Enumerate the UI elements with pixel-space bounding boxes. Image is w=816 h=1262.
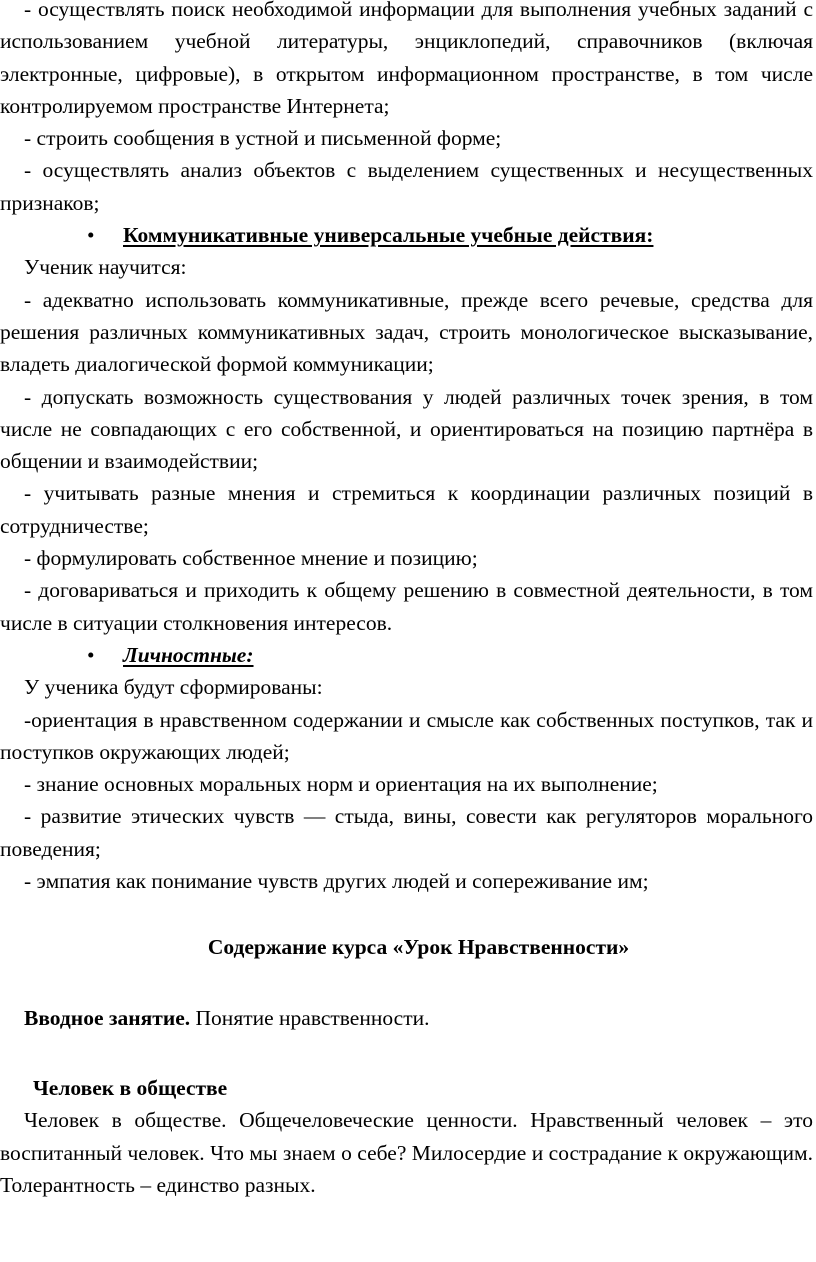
personal-item: - эмпатия как понимание чувств других людей и сопереживание им; xyxy=(24,869,649,894)
personal-heading-text: Личностные: xyxy=(123,642,254,667)
paragraph-search-info: - осуществлять поиск необходимой информации для выполнения учебных заданий с использованием учебной литературы, энциклопедий, справочников (включая электронные, цифровые), в открытом информационном пространстве, в том числе контролируемом пространстве Интернета; xyxy=(0,0,813,118)
intro-lesson-label: Вводное занятие. xyxy=(24,1005,191,1030)
communicative-item: - договариваться и приходить к общему решению в совместной деятельности, в том числе в ситуации столкновения интересов. xyxy=(0,578,813,635)
communicative-intro: Ученик научится: xyxy=(24,255,187,280)
personal-heading xyxy=(0,639,813,671)
section-heading: Человек в обществе xyxy=(33,1075,228,1100)
course-title: Содержание курса «Урок Нравственности» xyxy=(207,935,630,960)
personal-intro: У ученика будут сформированы: xyxy=(24,675,323,700)
communicative-item: - учитывать разные мнения и стремиться к координации различных позиций в сотрудничестве; xyxy=(0,481,813,538)
communicative-item: - формулировать собственное мнение и позицию; xyxy=(24,546,478,571)
intro-lesson xyxy=(0,964,813,1034)
paragraph-build-messages: - строить сообщения в устной и письменной форме; xyxy=(24,126,502,151)
bullet-icon: • xyxy=(87,223,95,248)
intro-lesson-text: Понятие нравственности. xyxy=(190,1005,430,1030)
paragraph-analysis: - осуществлять анализ объектов с выделением существенных и несущественных признаков; xyxy=(0,158,813,215)
communicative-heading-text: Коммуникативные универсальные учебные действия: xyxy=(123,223,654,248)
communicative-item: - адекватно использовать коммуникативные, прежде всего речевые, средства для решения различных коммуникативных задач, строить монологическое высказывание, владеть диалогической формой коммуникации; xyxy=(0,287,813,377)
communicative-item: - допускать возможность существования у людей различных точек зрения, в том числе не совпадающих с его собственной, и ориентироваться на позицию партнёра в общении и взаимодействии; xyxy=(0,384,813,474)
communicative-heading xyxy=(0,219,813,251)
personal-item: -ориентация в нравственном содержании и смысле как собственных поступков, так и поступков окружающих людей; xyxy=(0,707,813,764)
personal-item: - знание основных моральных норм и ориентация на их выполнение; xyxy=(24,772,658,797)
section-text: Человек в обществе. Общечеловеческие ценности. Нравственный человек – это воспитанный человек. Что мы знаем о себе? Милосердие и сострадание к окружающим. Толерантность – единство разных. xyxy=(0,1108,813,1197)
bullet-icon: • xyxy=(87,642,95,667)
personal-item: - развитие этических чувств — стыда, вины, совести как регуляторов морального поведения; xyxy=(0,804,813,861)
